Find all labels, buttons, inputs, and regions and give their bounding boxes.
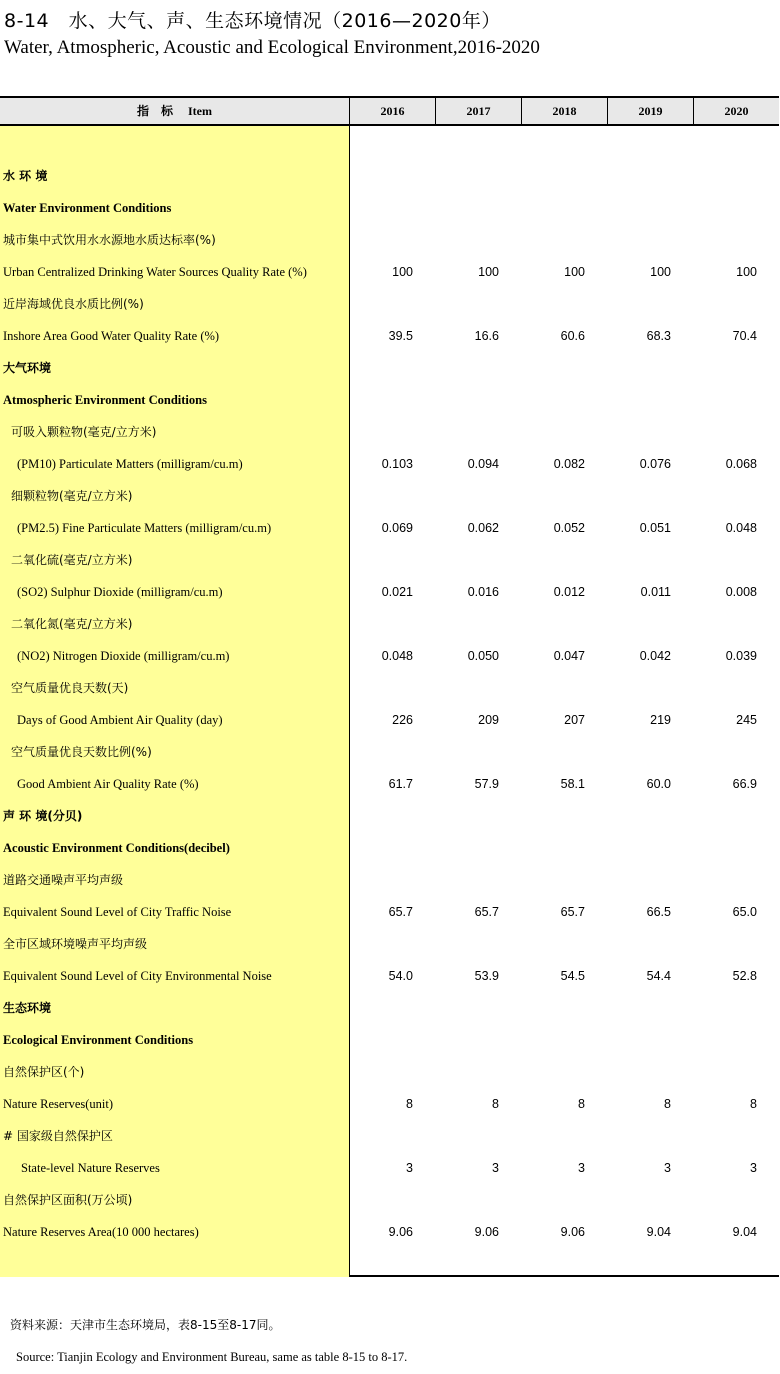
row-label: 自然保护区面积(万公顷) <box>3 1193 133 1207</box>
cell-value-2020: 245 <box>736 713 757 727</box>
cell-value-2017: 209 <box>478 713 499 727</box>
cell-value-2019: 100 <box>650 265 671 279</box>
cell-value-2017: 100 <box>478 265 499 279</box>
row-label: # 国家级自然保护区 <box>3 1129 113 1143</box>
row-label: (PM10) Particulate Matters (milligram/cu.m) <box>17 457 243 471</box>
row-label: 空气质量优良天数比例(%) <box>11 745 152 759</box>
row-label: 声 环 境(分贝) <box>3 809 83 823</box>
cell-value-2017: 65.7 <box>474 905 499 919</box>
row-label: Equivalent Sound Level of City Environmental Noise <box>3 969 272 983</box>
row-label: 二氧化硫(毫克/立方米) <box>11 553 133 567</box>
cell-value-2016: 65.7 <box>388 905 413 919</box>
row-label: Ecological Environment Conditions <box>3 1033 194 1047</box>
table-row <box>0 160 779 192</box>
cell-value-2018: 207 <box>564 713 585 727</box>
cell-value-2018: 0.012 <box>553 585 585 599</box>
cell-value-2017: 0.062 <box>467 521 499 535</box>
cell-value-2018: 0.052 <box>553 521 585 535</box>
cell-value-2018: 65.7 <box>560 905 585 919</box>
cell-value-2016: 0.103 <box>381 457 413 471</box>
header-year-2016: 2016 <box>350 98 436 124</box>
cell-value-2020: 52.8 <box>732 969 757 983</box>
row-label: Urban Centralized Drinking Water Sources Quality Rate (%) <box>3 265 307 279</box>
cell-value-2016: 226 <box>392 713 413 727</box>
table-row <box>0 736 779 768</box>
cell-value-2020: 3 <box>750 1161 757 1175</box>
table-row <box>0 928 779 960</box>
cell-value-2020: 65.0 <box>732 905 757 919</box>
cell-value-2019: 0.042 <box>639 649 671 663</box>
row-label: 道路交通噪声平均声级 <box>3 873 124 887</box>
table-row <box>0 896 779 928</box>
cell-value-2017: 53.9 <box>474 969 499 983</box>
cell-value-2019: 219 <box>650 713 671 727</box>
cell-value-2016: 9.06 <box>388 1225 413 1239</box>
cell-value-2017: 0.050 <box>467 649 499 663</box>
row-label: 近岸海域优良水质比例(%) <box>3 297 144 311</box>
table-row <box>0 832 779 864</box>
table-row <box>0 1024 779 1056</box>
row-label: Good Ambient Air Quality Rate (%) <box>17 777 199 791</box>
cell-value-2018: 100 <box>564 265 585 279</box>
source-note-cn: 资料来源：天津市生态环境局，表8-15至8-17同。 <box>10 1318 281 1332</box>
table-row <box>0 288 779 320</box>
table-row <box>0 448 779 480</box>
cell-value-2016: 0.069 <box>381 521 413 535</box>
row-label: Water Environment Conditions <box>3 201 172 215</box>
cell-value-2016: 0.048 <box>381 649 413 663</box>
cell-value-2017: 57.9 <box>474 777 499 791</box>
cell-value-2016: 3 <box>406 1161 413 1175</box>
table-row <box>0 256 779 288</box>
table-row <box>0 384 779 416</box>
cell-value-2020: 0.048 <box>725 521 757 535</box>
table-row <box>0 704 779 736</box>
cell-value-2016: 100 <box>392 265 413 279</box>
cell-value-2018: 0.047 <box>553 649 585 663</box>
cell-value-2020: 100 <box>736 265 757 279</box>
cell-value-2019: 60.0 <box>646 777 671 791</box>
cell-value-2018: 9.06 <box>560 1225 585 1239</box>
header-year-2020: 2020 <box>724 104 749 118</box>
cell-value-2020: 0.068 <box>725 457 757 471</box>
cell-value-2019: 0.011 <box>640 585 671 599</box>
cell-value-2020: 0.008 <box>725 585 757 599</box>
table-row <box>0 960 779 992</box>
table-row <box>0 416 779 448</box>
cell-value-2020: 70.4 <box>732 329 757 343</box>
header-year-2018: 2018 <box>522 98 608 124</box>
cell-value-2020: 8 <box>750 1097 757 1111</box>
table-row <box>0 192 779 224</box>
row-label: Atmospheric Environment Conditions <box>3 393 207 407</box>
cell-value-2016: 0.021 <box>381 585 413 599</box>
row-label: (PM2.5) Fine Particulate Matters (milligram/cu.m) <box>17 521 272 535</box>
page-title-en: Water, Atmospheric, Acoustic and Ecological Environment,2016-2020 <box>4 37 540 58</box>
row-label: State-level Nature Reserves <box>21 1161 160 1175</box>
cell-value-2019: 3 <box>664 1161 671 1175</box>
cell-value-2016: 8 <box>406 1097 413 1111</box>
table-row <box>0 1120 779 1152</box>
row-label: 城市集中式饮用水水源地水质达标率(%) <box>3 233 216 247</box>
cell-value-2018: 60.6 <box>560 329 585 343</box>
cell-value-2017: 16.6 <box>474 329 499 343</box>
cell-value-2020: 66.9 <box>732 777 757 791</box>
cell-value-2018: 0.082 <box>553 457 585 471</box>
cell-value-2020: 0.039 <box>725 649 757 663</box>
table-row <box>0 640 779 672</box>
cell-value-2019: 8 <box>664 1097 671 1111</box>
cell-value-2017: 8 <box>492 1097 499 1111</box>
cell-value-2017: 9.06 <box>474 1225 499 1239</box>
cell-value-2019: 0.076 <box>639 457 671 471</box>
cell-value-2017: 0.016 <box>467 585 499 599</box>
cell-value-2020: 9.04 <box>732 1225 757 1239</box>
cell-value-2018: 58.1 <box>560 777 585 791</box>
cell-value-2019: 0.051 <box>639 521 671 535</box>
cell-value-2016: 61.7 <box>388 777 413 791</box>
row-label: 全市区域环境噪声平均声级 <box>3 937 148 951</box>
row-label: Inshore Area Good Water Quality Rate (%) <box>3 329 220 343</box>
row-label: Equivalent Sound Level of City Traffic Noise <box>3 905 232 919</box>
row-label: 生态环境 <box>3 1001 52 1015</box>
cell-value-2016: 54.0 <box>388 969 413 983</box>
row-label: Nature Reserves Area(10 000 hectares) <box>3 1225 199 1239</box>
table-row <box>0 992 779 1024</box>
table-row <box>0 320 779 352</box>
table-row <box>0 352 779 384</box>
table-row <box>0 576 779 608</box>
table-row <box>0 480 779 512</box>
cell-value-2018: 54.5 <box>560 969 585 983</box>
row-label: (SO2) Sulphur Dioxide (milligram/cu.m) <box>17 585 223 599</box>
row-label: 水 环 境 <box>3 169 48 183</box>
table-row <box>0 512 779 544</box>
row-label: Acoustic Environment Conditions(decibel) <box>3 841 230 855</box>
header-year-2017: 2017 <box>436 98 522 124</box>
table-row <box>0 224 779 256</box>
table-row <box>0 864 779 896</box>
cell-value-2019: 54.4 <box>646 969 671 983</box>
header-item: 指 标 Item <box>0 98 350 124</box>
table-row <box>0 608 779 640</box>
data-table <box>0 96 779 1277</box>
cell-value-2019: 66.5 <box>646 905 671 919</box>
table-row <box>0 1216 779 1248</box>
table-row <box>0 1152 779 1184</box>
header-year-2019: 2019 <box>608 98 694 124</box>
cell-value-2017: 0.094 <box>467 457 499 471</box>
table-header <box>0 98 779 126</box>
table-row <box>0 1184 779 1216</box>
source-note-en: Source: Tianjin Ecology and Environment Bureau, same as table 8-15 to 8-17. <box>16 1350 408 1364</box>
table-row <box>0 1088 779 1120</box>
cell-value-2016: 39.5 <box>388 329 413 343</box>
table-row <box>0 1056 779 1088</box>
cell-value-2019: 9.04 <box>646 1225 671 1239</box>
row-label: Days of Good Ambient Air Quality (day) <box>17 713 223 727</box>
cell-value-2018: 3 <box>578 1161 585 1175</box>
row-label: 二氧化氮(毫克/立方米) <box>11 617 133 631</box>
page-title-cn: 8-14 水、大气、声、生态环境情况（2016—2020年） <box>4 10 501 32</box>
row-label: 空气质量优良天数(天) <box>11 681 129 695</box>
table-row <box>0 672 779 704</box>
table-row <box>0 800 779 832</box>
table-row <box>0 768 779 800</box>
row-label: (NO2) Nitrogen Dioxide (milligram/cu.m) <box>17 649 230 663</box>
cell-value-2019: 68.3 <box>646 329 671 343</box>
cell-value-2018: 8 <box>578 1097 585 1111</box>
cell-value-2017: 3 <box>492 1161 499 1175</box>
row-label: 大气环境 <box>3 361 52 375</box>
row-label: 自然保护区(个) <box>3 1065 85 1079</box>
table-row <box>0 544 779 576</box>
row-label: Nature Reserves(unit) <box>3 1097 114 1111</box>
row-label: 细颗粒物(毫克/立方米) <box>11 489 133 503</box>
row-label: 可吸入颗粒物(毫克/立方米) <box>11 425 157 439</box>
